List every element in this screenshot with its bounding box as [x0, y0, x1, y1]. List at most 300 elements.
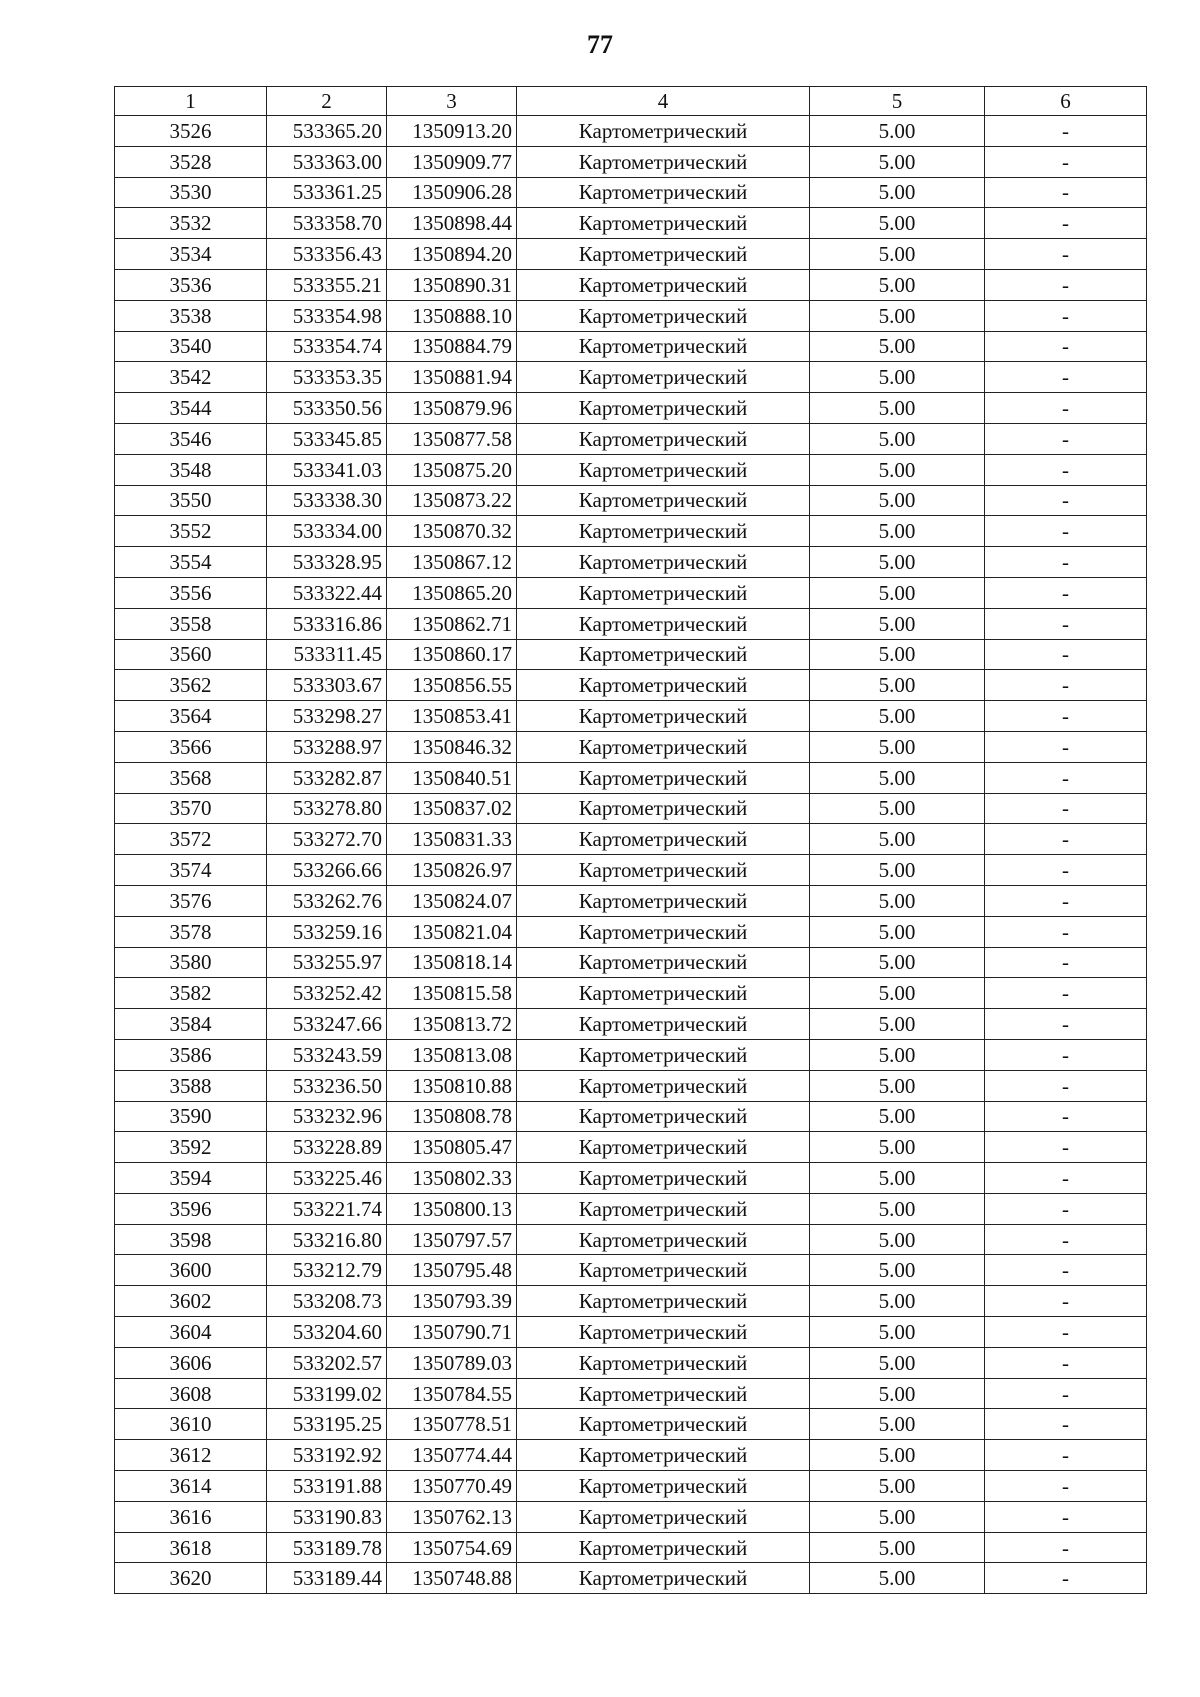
y-coordinate-cell: 1350813.72: [387, 1009, 517, 1040]
accuracy-cell: 5.00: [810, 1070, 985, 1101]
method-cell: Картометрический: [517, 1132, 810, 1163]
x-coordinate-cell: 533225.46: [267, 1163, 387, 1194]
y-coordinate-cell: 1350837.02: [387, 793, 517, 824]
x-coordinate-cell: 533236.50: [267, 1070, 387, 1101]
accuracy-cell: 5.00: [810, 1563, 985, 1594]
method-cell: Картометрический: [517, 701, 810, 732]
table-row: [115, 146, 1147, 177]
x-coordinate-cell: 533361.25: [267, 177, 387, 208]
description-cell: -: [985, 269, 1147, 300]
description-cell: -: [985, 1255, 1147, 1286]
method-cell: Картометрический: [517, 762, 810, 793]
accuracy-cell: 5.00: [810, 1532, 985, 1563]
point-number-cell: 3544: [115, 393, 267, 424]
x-coordinate-cell: 533202.57: [267, 1347, 387, 1378]
table-row: [115, 485, 1147, 516]
accuracy-cell: 5.00: [810, 824, 985, 855]
table-row: [115, 824, 1147, 855]
accuracy-cell: 5.00: [810, 1471, 985, 1502]
point-number-cell: 3618: [115, 1532, 267, 1563]
x-coordinate-cell: 533341.03: [267, 454, 387, 485]
column-header-2: 2: [267, 87, 387, 116]
accuracy-cell: 5.00: [810, 393, 985, 424]
point-number-cell: 3600: [115, 1255, 267, 1286]
accuracy-cell: 5.00: [810, 1163, 985, 1194]
x-coordinate-cell: 533345.85: [267, 423, 387, 454]
y-coordinate-cell: 1350913.20: [387, 116, 517, 147]
description-cell: -: [985, 916, 1147, 947]
x-coordinate-cell: 533191.88: [267, 1471, 387, 1502]
column-header-4: 4: [517, 87, 810, 116]
point-number-cell: 3588: [115, 1070, 267, 1101]
table-row: [115, 731, 1147, 762]
x-coordinate-cell: 533358.70: [267, 208, 387, 239]
point-number-cell: 3568: [115, 762, 267, 793]
table-row: [115, 454, 1147, 485]
description-cell: -: [985, 1163, 1147, 1194]
method-cell: Картометрический: [517, 1193, 810, 1224]
y-coordinate-cell: 1350790.71: [387, 1317, 517, 1348]
x-coordinate-cell: 533228.89: [267, 1132, 387, 1163]
point-number-cell: 3590: [115, 1101, 267, 1132]
x-coordinate-cell: 533212.79: [267, 1255, 387, 1286]
y-coordinate-cell: 1350890.31: [387, 269, 517, 300]
table-row: [115, 855, 1147, 886]
method-cell: Картометрический: [517, 1501, 810, 1532]
y-coordinate-cell: 1350870.32: [387, 516, 517, 547]
description-cell: -: [985, 208, 1147, 239]
method-cell: Картометрический: [517, 1163, 810, 1194]
table-row: [115, 916, 1147, 947]
accuracy-cell: 5.00: [810, 1193, 985, 1224]
description-cell: -: [985, 1409, 1147, 1440]
accuracy-cell: 5.00: [810, 793, 985, 824]
description-cell: -: [985, 855, 1147, 886]
method-cell: Картометрический: [517, 978, 810, 1009]
description-cell: -: [985, 300, 1147, 331]
method-cell: Картометрический: [517, 1532, 810, 1563]
accuracy-cell: 5.00: [810, 116, 985, 147]
y-coordinate-cell: 1350821.04: [387, 916, 517, 947]
table-row: [115, 701, 1147, 732]
y-coordinate-cell: 1350894.20: [387, 239, 517, 270]
x-coordinate-cell: 533192.92: [267, 1440, 387, 1471]
point-number-cell: 3554: [115, 547, 267, 578]
x-coordinate-cell: 533247.66: [267, 1009, 387, 1040]
point-number-cell: 3556: [115, 577, 267, 608]
point-number-cell: 3574: [115, 855, 267, 886]
table-row: [115, 1440, 1147, 1471]
accuracy-cell: 5.00: [810, 516, 985, 547]
description-cell: -: [985, 454, 1147, 485]
x-coordinate-cell: 533334.00: [267, 516, 387, 547]
point-number-cell: 3616: [115, 1501, 267, 1532]
accuracy-cell: 5.00: [810, 146, 985, 177]
x-coordinate-cell: 533282.87: [267, 762, 387, 793]
point-number-cell: 3602: [115, 1286, 267, 1317]
table-row: [115, 1563, 1147, 1594]
y-coordinate-cell: 1350784.55: [387, 1378, 517, 1409]
y-coordinate-cell: 1350770.49: [387, 1471, 517, 1502]
method-cell: Картометрический: [517, 1471, 810, 1502]
table-row: [115, 331, 1147, 362]
y-coordinate-cell: 1350762.13: [387, 1501, 517, 1532]
y-coordinate-cell: 1350909.77: [387, 146, 517, 177]
method-cell: Картометрический: [517, 793, 810, 824]
description-cell: -: [985, 1471, 1147, 1502]
y-coordinate-cell: 1350826.97: [387, 855, 517, 886]
y-coordinate-cell: 1350818.14: [387, 947, 517, 978]
description-cell: -: [985, 1563, 1147, 1594]
y-coordinate-cell: 1350797.57: [387, 1224, 517, 1255]
point-number-cell: 3530: [115, 177, 267, 208]
point-number-cell: 3546: [115, 423, 267, 454]
method-cell: Картометрический: [517, 1224, 810, 1255]
x-coordinate-cell: 533365.20: [267, 116, 387, 147]
accuracy-cell: 5.00: [810, 331, 985, 362]
y-coordinate-cell: 1350802.33: [387, 1163, 517, 1194]
point-number-cell: 3570: [115, 793, 267, 824]
x-coordinate-cell: 533298.27: [267, 701, 387, 732]
table-row: [115, 1101, 1147, 1132]
x-coordinate-cell: 533322.44: [267, 577, 387, 608]
x-coordinate-cell: 533190.83: [267, 1501, 387, 1532]
x-coordinate-cell: 533262.76: [267, 885, 387, 916]
method-cell: Картометрический: [517, 1347, 810, 1378]
x-coordinate-cell: 533199.02: [267, 1378, 387, 1409]
accuracy-cell: 5.00: [810, 885, 985, 916]
point-number-cell: 3582: [115, 978, 267, 1009]
point-number-cell: 3542: [115, 362, 267, 393]
point-number-cell: 3538: [115, 300, 267, 331]
y-coordinate-cell: 1350884.79: [387, 331, 517, 362]
y-coordinate-cell: 1350748.88: [387, 1563, 517, 1594]
method-cell: Картометрический: [517, 1378, 810, 1409]
y-coordinate-cell: 1350877.58: [387, 423, 517, 454]
method-cell: Картометрический: [517, 639, 810, 670]
x-coordinate-cell: 533266.66: [267, 855, 387, 886]
y-coordinate-cell: 1350800.13: [387, 1193, 517, 1224]
point-number-cell: 3564: [115, 701, 267, 732]
table-row: [115, 423, 1147, 454]
point-number-cell: 3612: [115, 1440, 267, 1471]
x-coordinate-cell: 533354.98: [267, 300, 387, 331]
description-cell: -: [985, 1224, 1147, 1255]
point-number-cell: 3594: [115, 1163, 267, 1194]
description-cell: -: [985, 1286, 1147, 1317]
point-number-cell: 3558: [115, 608, 267, 639]
description-cell: -: [985, 577, 1147, 608]
accuracy-cell: 5.00: [810, 1440, 985, 1471]
table-row: [115, 1409, 1147, 1440]
x-coordinate-cell: 533303.67: [267, 670, 387, 701]
point-number-cell: 3528: [115, 146, 267, 177]
table-row: [115, 793, 1147, 824]
table-row: [115, 978, 1147, 1009]
table-row: [115, 1286, 1147, 1317]
x-coordinate-cell: 533278.80: [267, 793, 387, 824]
method-cell: Картометрический: [517, 393, 810, 424]
x-coordinate-cell: 533288.97: [267, 731, 387, 762]
method-cell: Картометрический: [517, 547, 810, 578]
description-cell: -: [985, 239, 1147, 270]
accuracy-cell: 5.00: [810, 1255, 985, 1286]
description-cell: -: [985, 146, 1147, 177]
x-coordinate-cell: 533259.16: [267, 916, 387, 947]
description-cell: -: [985, 1532, 1147, 1563]
table-row: [115, 1347, 1147, 1378]
table-row: [115, 208, 1147, 239]
accuracy-cell: 5.00: [810, 1501, 985, 1532]
description-cell: -: [985, 824, 1147, 855]
table-header: [115, 87, 1147, 116]
x-coordinate-cell: 533208.73: [267, 1286, 387, 1317]
x-coordinate-cell: 533252.42: [267, 978, 387, 1009]
method-cell: Картометрический: [517, 1317, 810, 1348]
y-coordinate-cell: 1350795.48: [387, 1255, 517, 1286]
accuracy-cell: 5.00: [810, 239, 985, 270]
table-row: [115, 885, 1147, 916]
method-cell: Картометрический: [517, 1440, 810, 1471]
y-coordinate-cell: 1350862.71: [387, 608, 517, 639]
method-cell: Картометрический: [517, 1009, 810, 1040]
x-coordinate-cell: 533255.97: [267, 947, 387, 978]
point-number-cell: 3606: [115, 1347, 267, 1378]
table-row: [115, 1132, 1147, 1163]
y-coordinate-cell: 1350875.20: [387, 454, 517, 485]
y-coordinate-cell: 1350888.10: [387, 300, 517, 331]
description-cell: -: [985, 1039, 1147, 1070]
description-cell: -: [985, 1009, 1147, 1040]
y-coordinate-cell: 1350778.51: [387, 1409, 517, 1440]
table-body: [115, 116, 1147, 1594]
point-number-cell: 3578: [115, 916, 267, 947]
x-coordinate-cell: 533204.60: [267, 1317, 387, 1348]
method-cell: Картометрический: [517, 731, 810, 762]
point-number-cell: 3596: [115, 1193, 267, 1224]
table-row: [115, 393, 1147, 424]
accuracy-cell: 5.00: [810, 1009, 985, 1040]
accuracy-cell: 5.00: [810, 1224, 985, 1255]
table-row: [115, 1224, 1147, 1255]
method-cell: Картометрический: [517, 177, 810, 208]
method-cell: Картометрический: [517, 670, 810, 701]
point-number-cell: 3614: [115, 1471, 267, 1502]
method-cell: Картометрический: [517, 516, 810, 547]
method-cell: Картометрический: [517, 1255, 810, 1286]
accuracy-cell: 5.00: [810, 947, 985, 978]
description-cell: -: [985, 1440, 1147, 1471]
y-coordinate-cell: 1350774.44: [387, 1440, 517, 1471]
point-number-cell: 3536: [115, 269, 267, 300]
method-cell: Картометрический: [517, 916, 810, 947]
y-coordinate-cell: 1350865.20: [387, 577, 517, 608]
accuracy-cell: 5.00: [810, 577, 985, 608]
x-coordinate-cell: 533354.74: [267, 331, 387, 362]
method-cell: Картометрический: [517, 1409, 810, 1440]
method-cell: Картометрический: [517, 608, 810, 639]
method-cell: Картометрический: [517, 1070, 810, 1101]
point-number-cell: 3608: [115, 1378, 267, 1409]
description-cell: -: [985, 1501, 1147, 1532]
table-row: [115, 1255, 1147, 1286]
y-coordinate-cell: 1350856.55: [387, 670, 517, 701]
method-cell: Картометрический: [517, 1101, 810, 1132]
table-row: [115, 947, 1147, 978]
accuracy-cell: 5.00: [810, 978, 985, 1009]
accuracy-cell: 5.00: [810, 639, 985, 670]
description-cell: -: [985, 978, 1147, 1009]
x-coordinate-cell: 533355.21: [267, 269, 387, 300]
point-number-cell: 3592: [115, 1132, 267, 1163]
point-number-cell: 3580: [115, 947, 267, 978]
accuracy-cell: 5.00: [810, 1378, 985, 1409]
y-coordinate-cell: 1350840.51: [387, 762, 517, 793]
table-row: [115, 762, 1147, 793]
table-row: [115, 300, 1147, 331]
header-row: [115, 87, 1147, 116]
x-coordinate-cell: 533232.96: [267, 1101, 387, 1132]
point-number-cell: 3552: [115, 516, 267, 547]
accuracy-cell: 5.00: [810, 701, 985, 732]
table-row: [115, 547, 1147, 578]
column-header-3: 3: [387, 87, 517, 116]
page-number: 77: [587, 30, 613, 59]
accuracy-cell: 5.00: [810, 762, 985, 793]
description-cell: -: [985, 762, 1147, 793]
table-row: [115, 1471, 1147, 1502]
table-row: [115, 1009, 1147, 1040]
table-row: [115, 1163, 1147, 1194]
table-row: [115, 1501, 1147, 1532]
description-cell: -: [985, 1347, 1147, 1378]
accuracy-cell: 5.00: [810, 1409, 985, 1440]
point-number-cell: 3572: [115, 824, 267, 855]
point-number-cell: 3526: [115, 116, 267, 147]
method-cell: Картометрический: [517, 116, 810, 147]
y-coordinate-cell: 1350813.08: [387, 1039, 517, 1070]
y-coordinate-cell: 1350867.12: [387, 547, 517, 578]
column-header-6: 6: [985, 87, 1147, 116]
point-number-cell: 3534: [115, 239, 267, 270]
accuracy-cell: 5.00: [810, 670, 985, 701]
point-number-cell: 3586: [115, 1039, 267, 1070]
point-number-cell: 3584: [115, 1009, 267, 1040]
y-coordinate-cell: 1350846.32: [387, 731, 517, 762]
accuracy-cell: 5.00: [810, 300, 985, 331]
accuracy-cell: 5.00: [810, 485, 985, 516]
column-header-1: 1: [115, 87, 267, 116]
description-cell: -: [985, 608, 1147, 639]
accuracy-cell: 5.00: [810, 1286, 985, 1317]
method-cell: Картометрический: [517, 885, 810, 916]
description-cell: -: [985, 885, 1147, 916]
y-coordinate-cell: 1350831.33: [387, 824, 517, 855]
method-cell: Картометрический: [517, 362, 810, 393]
y-coordinate-cell: 1350906.28: [387, 177, 517, 208]
table-row: [115, 608, 1147, 639]
accuracy-cell: 5.00: [810, 916, 985, 947]
table-row: [115, 1532, 1147, 1563]
method-cell: Картометрический: [517, 208, 810, 239]
method-cell: Картометрический: [517, 1563, 810, 1594]
accuracy-cell: 5.00: [810, 547, 985, 578]
accuracy-cell: 5.00: [810, 1101, 985, 1132]
point-number-cell: 3576: [115, 885, 267, 916]
table-row: [115, 362, 1147, 393]
table-row: [115, 239, 1147, 270]
method-cell: Картометрический: [517, 331, 810, 362]
method-cell: Картометрический: [517, 855, 810, 886]
point-number-cell: 3550: [115, 485, 267, 516]
method-cell: Картометрический: [517, 454, 810, 485]
y-coordinate-cell: 1350824.07: [387, 885, 517, 916]
y-coordinate-cell: 1350860.17: [387, 639, 517, 670]
accuracy-cell: 5.00: [810, 1347, 985, 1378]
description-cell: -: [985, 670, 1147, 701]
table-row: [115, 1317, 1147, 1348]
y-coordinate-cell: 1350873.22: [387, 485, 517, 516]
accuracy-cell: 5.00: [810, 423, 985, 454]
x-coordinate-cell: 533356.43: [267, 239, 387, 270]
y-coordinate-cell: 1350808.78: [387, 1101, 517, 1132]
table-row: [115, 516, 1147, 547]
table-row: [115, 116, 1147, 147]
method-cell: Картометрический: [517, 423, 810, 454]
x-coordinate-cell: 533195.25: [267, 1409, 387, 1440]
y-coordinate-cell: 1350898.44: [387, 208, 517, 239]
description-cell: -: [985, 547, 1147, 578]
x-coordinate-cell: 533221.74: [267, 1193, 387, 1224]
description-cell: -: [985, 639, 1147, 670]
description-cell: -: [985, 516, 1147, 547]
description-cell: -: [985, 1132, 1147, 1163]
accuracy-cell: 5.00: [810, 454, 985, 485]
x-coordinate-cell: 533353.35: [267, 362, 387, 393]
x-coordinate-cell: 533272.70: [267, 824, 387, 855]
y-coordinate-cell: 1350754.69: [387, 1532, 517, 1563]
method-cell: Картометрический: [517, 239, 810, 270]
x-coordinate-cell: 533243.59: [267, 1039, 387, 1070]
point-number-cell: 3598: [115, 1224, 267, 1255]
table-row: [115, 670, 1147, 701]
point-number-cell: 3562: [115, 670, 267, 701]
method-cell: Картометрический: [517, 269, 810, 300]
accuracy-cell: 5.00: [810, 1039, 985, 1070]
description-cell: -: [985, 1193, 1147, 1224]
point-number-cell: 3548: [115, 454, 267, 485]
point-number-cell: 3604: [115, 1317, 267, 1348]
x-coordinate-cell: 533316.86: [267, 608, 387, 639]
x-coordinate-cell: 533216.80: [267, 1224, 387, 1255]
description-cell: -: [985, 793, 1147, 824]
point-number-cell: 3532: [115, 208, 267, 239]
x-coordinate-cell: 533311.45: [267, 639, 387, 670]
x-coordinate-cell: 533338.30: [267, 485, 387, 516]
description-cell: -: [985, 423, 1147, 454]
x-coordinate-cell: 533350.56: [267, 393, 387, 424]
x-coordinate-cell: 533189.44: [267, 1563, 387, 1594]
y-coordinate-cell: 1350815.58: [387, 978, 517, 1009]
accuracy-cell: 5.00: [810, 1317, 985, 1348]
point-number-cell: 3610: [115, 1409, 267, 1440]
point-number-cell: 3566: [115, 731, 267, 762]
table-row: [115, 269, 1147, 300]
coordinates-table: [114, 86, 1147, 1594]
description-cell: -: [985, 947, 1147, 978]
table-row: [115, 1070, 1147, 1101]
accuracy-cell: 5.00: [810, 177, 985, 208]
